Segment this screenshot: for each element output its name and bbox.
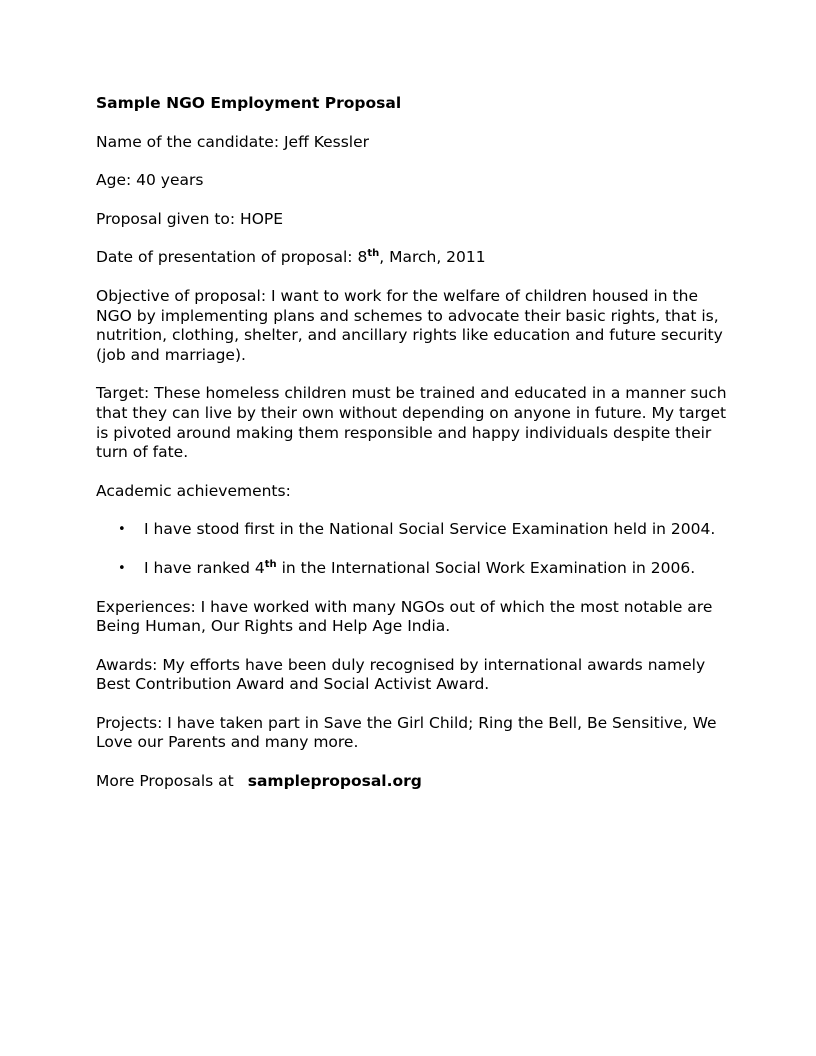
achievement-prefix: I have ranked 4 <box>144 558 265 577</box>
list-item <box>96 520 736 540</box>
candidate-line: Name of the candidate: Jeff Kessler <box>96 132 369 151</box>
document-title: Sample NGO Employment Proposal <box>96 94 402 112</box>
date-line <box>96 248 736 268</box>
achievement-text <box>144 559 695 577</box>
achievement-text: I have stood first in the National Social Service Examination held in 2004. <box>144 520 716 539</box>
date-suffix: , March, 2011 <box>379 248 486 267</box>
target-paragraph: Target: These homeless children must be trained and educated in a manner such that they can live by their own without depending on anyone in future. My target is pivoted around making them responsible and happy individuals despite their turn of fate. <box>96 384 727 462</box>
footer-line <box>96 772 736 792</box>
date-prefix: Date of presentation of proposal: 8 <box>96 248 368 267</box>
document-page <box>96 94 736 811</box>
achievement-ordinal-suffix: th <box>264 558 277 570</box>
age-line: Age: 40 years <box>96 171 204 190</box>
achievements-list <box>96 520 736 578</box>
academic-heading: Academic achievements: <box>96 481 291 500</box>
bullet-icon: • <box>118 522 126 538</box>
footer-label: More Proposals at <box>96 772 234 791</box>
footer-site-link[interactable]: sampleproposal.org <box>247 772 422 791</box>
list-item <box>96 559 736 579</box>
given-to-line: Proposal given to: HOPE <box>96 209 284 228</box>
objective-paragraph: Objective of proposal: I want to work for the welfare of children housed in the NGO by implementing plans and schemes to advocate their basic rights, that is, nutrition, clothing, shelter, and ancillary rights like education and future security (job and marriage). <box>96 286 723 364</box>
awards-paragraph: Awards: My efforts have been duly recognised by international awards namely Best Contribution Award and Social Activist Award. <box>96 655 706 694</box>
date-ordinal-suffix: th <box>367 248 380 260</box>
projects-paragraph: Projects: I have taken part in Save the Girl Child; Ring the Bell, Be Sensitive, We Love our Parents and many more. <box>96 713 717 752</box>
experiences-paragraph: Experiences: I have worked with many NGOs out of which the most notable are Being Human, Our Rights and Help Age India. <box>96 597 713 636</box>
achievement-suffix: in the International Social Work Examination in 2006. <box>276 558 696 577</box>
bullet-icon: • <box>118 560 126 576</box>
